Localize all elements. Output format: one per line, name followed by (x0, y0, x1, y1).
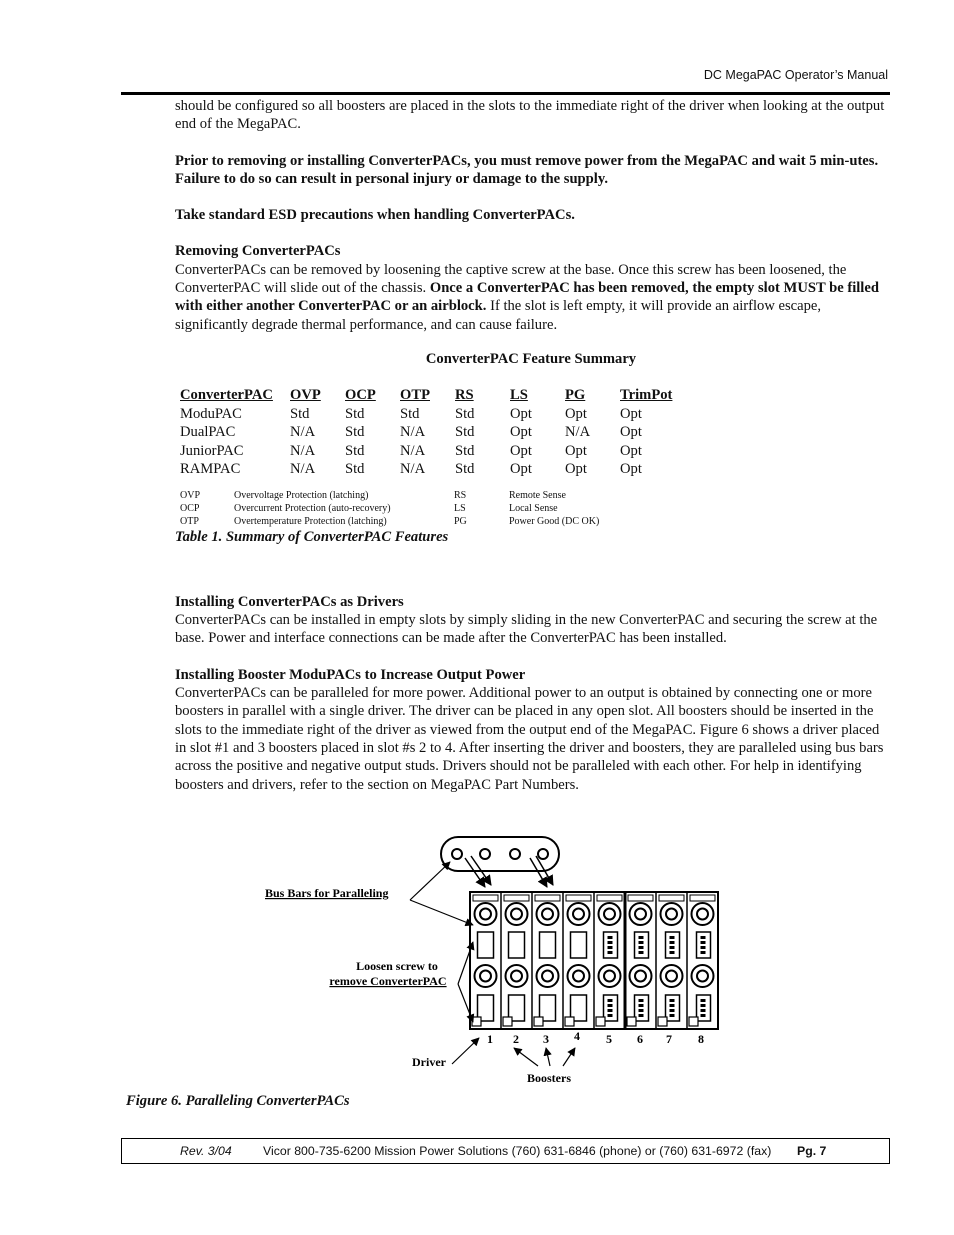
loosen-label-line1: Loosen screw to (356, 959, 438, 973)
col-header: LS (510, 387, 528, 404)
stud-nut-icon (604, 909, 615, 920)
col-header: PG (565, 387, 586, 404)
table-cell: N/A (400, 461, 426, 478)
connector-pin (639, 1004, 644, 1007)
removing-paragraph (175, 261, 887, 334)
table-cell: Opt (510, 442, 532, 459)
abbr-code: OVP (180, 489, 201, 501)
stud-nut-icon (697, 909, 708, 920)
connector-pin (701, 1014, 706, 1017)
connector-icon (666, 932, 680, 958)
col-header: ConverterPAC (180, 387, 273, 404)
table-cell: Opt (620, 424, 642, 441)
captive-screw-icon (565, 1017, 574, 1026)
table-cell: Opt (510, 405, 532, 422)
table-cell: Std (290, 405, 310, 422)
table-cell: Std (345, 461, 365, 478)
connector-pin (670, 941, 675, 944)
boosters-paragraph: ConverterPACs can be paralleled for more power. Additional power to an output is obtained by connecting one or more boosters in parallel with a single driver. The driver can be placed in any open slot. All boosters should be inserted in the slots to the immediate right of the driver as viewed from the output end of the MegaPAC. Figure 6 shows a driver placed in slot #1 and 3 boosters placed in slot #s 2 to 4. After inserting the driver and boosters, they are paralleled using bus bars across the positive and negative output studs. Drivers should not be paralleled with each other. For help in identifying boosters and drivers, refer to the section on MegaPAC Part Numbers. (175, 685, 884, 793)
table-cell: N/A (290, 461, 316, 478)
table-cell: Std (455, 461, 475, 478)
table-caption: Table 1. Summary of ConverterPAC Features (175, 528, 449, 545)
slot-number: 2 (513, 1032, 519, 1046)
col-header: OVP (290, 387, 321, 404)
abbr-meaning: Local Sense (509, 502, 558, 514)
table-cell: Opt (565, 442, 587, 459)
table-cell: N/A (290, 424, 316, 441)
power-warning: Prior to removing or installing ConverterPACs, you must remove power from the MegaPAC and wait 5 min-utes. Failure to do so can result in personal injury or damage to the supply. (175, 152, 879, 187)
megapac-chassis (470, 892, 718, 1029)
boosters-heading: Installing Booster ModuPACs to Increase Output Power (175, 666, 526, 683)
connector-pin (670, 951, 675, 954)
connector-icon (635, 932, 649, 958)
captive-screw-icon (534, 1017, 543, 1026)
table-cell: N/A (400, 442, 426, 459)
connector-pin (701, 951, 706, 954)
stud-nut-icon (542, 971, 553, 982)
connector-pin (639, 941, 644, 944)
table-cell: RAMPAC (180, 461, 241, 478)
table-row (180, 405, 672, 424)
connector-pin (639, 936, 644, 939)
table-cell: Std (455, 424, 475, 441)
stud-nut-icon (511, 909, 522, 920)
captive-screw-icon (503, 1017, 512, 1026)
abbr-code: PG (454, 515, 467, 527)
drivers-paragraph: ConverterPACs can be installed in empty slots by simply sliding in the new ConverterPAC and securing the screw at the base. Power and interface connections can be made after the ConverterPAC has been installed. (175, 612, 878, 647)
table-cell: DualPAC (180, 424, 236, 441)
connector-pin (608, 946, 613, 949)
stud-nut-icon (573, 971, 584, 982)
connector-icon (604, 932, 618, 958)
connector-pin (608, 999, 613, 1002)
connector-pin (608, 1004, 613, 1007)
removing-text-3: If the slot is left empty, it will provide an airflow escape, significantly degrade thermal performance, and can cause failure. (175, 298, 822, 333)
table-cell: ModuPAC (180, 405, 242, 422)
abbr-code: RS (454, 489, 467, 501)
slot-numbers (487, 1029, 704, 1046)
connector-pin (670, 936, 675, 939)
table-cell: Opt (620, 461, 642, 478)
connector-pin (670, 999, 675, 1002)
connector-pin (701, 936, 706, 939)
esd-warning: Take standard ESD precautions when handling ConverterPACs. (175, 207, 575, 224)
table-cell: Opt (620, 405, 642, 422)
feature-table (180, 386, 672, 478)
table-cell: Std (400, 405, 420, 422)
stud-nut-icon (635, 971, 646, 982)
table-row (180, 442, 672, 461)
connector-pin (639, 946, 644, 949)
drivers-heading: Installing ConverterPACs as Drivers (175, 593, 404, 610)
table-cell: Opt (510, 424, 532, 441)
table-cell: Std (455, 442, 475, 459)
stud-nut-icon (697, 971, 708, 982)
bus-bars-label: Bus Bars for Paralleling (265, 886, 389, 900)
captive-screw-icon (689, 1017, 698, 1026)
connector-pin (670, 1014, 675, 1017)
table-row (180, 423, 672, 442)
footer (121, 1138, 890, 1164)
table-cell: Opt (620, 442, 642, 459)
table-cell: Opt (565, 405, 587, 422)
slot-number: 5 (606, 1032, 612, 1046)
connector-pin (701, 1004, 706, 1007)
stud-nut-icon (604, 971, 615, 982)
slot-number: 6 (637, 1032, 643, 1046)
connector-icon (697, 932, 711, 958)
abbr-code: OCP (180, 502, 200, 514)
loosen-label-line2: remove ConverterPAC (329, 974, 447, 988)
main-content (175, 97, 887, 794)
header-rule (121, 92, 890, 95)
captive-screw-icon (627, 1017, 636, 1026)
stud-nut-icon (511, 971, 522, 982)
stud-nut-icon (666, 909, 677, 920)
table-cell: JuniorPAC (180, 442, 244, 459)
col-header: OTP (400, 387, 430, 404)
header-title: DC MegaPAC Operator’s Manual (703, 68, 888, 82)
stud-nut-icon (666, 971, 677, 982)
slot-number: 1 (487, 1032, 493, 1046)
connector-pin (701, 999, 706, 1002)
connector-pin (639, 1009, 644, 1012)
legend-row (180, 489, 599, 502)
col-header: OCP (345, 387, 376, 404)
abbr-meaning: Overtemperature Protection (latching) (234, 515, 387, 527)
stud-nut-icon (635, 909, 646, 920)
connector-pin (701, 941, 706, 944)
footer-revision: Rev. 3/04 (180, 1144, 232, 1158)
connector-pin (639, 999, 644, 1002)
abbr-code: LS (454, 502, 466, 514)
table-cell: Std (345, 424, 365, 441)
abbreviation-legend (180, 489, 599, 528)
captive-screw-icon (596, 1017, 605, 1026)
connector-pin (608, 1014, 613, 1017)
connector-pin (608, 936, 613, 939)
paralleling-figure (255, 832, 735, 1090)
connector-pin (639, 1014, 644, 1017)
feature-table-header (180, 386, 672, 404)
removing-heading: Removing ConverterPACs (175, 243, 341, 260)
figure-caption: Figure 6. Paralleling ConverterPACs (126, 1093, 350, 1109)
removing-text-bold: Once a ConverterPAC has been removed, the empty slot MUST be filled with either another ConverterPAC or an airblock. (175, 280, 879, 315)
table-cell: N/A (400, 424, 426, 441)
legend-row (180, 515, 599, 528)
table-cell: Opt (565, 461, 587, 478)
removing-text-1: ConverterPACs can be removed by loosening the captive screw at the base. Once this screw has been loosened, the ConverterPAC will slide out of the chassis. (175, 261, 847, 297)
abbr-meaning: Power Good (DC OK) (509, 515, 600, 527)
table-cell: Std (455, 405, 475, 422)
abbr-meaning: Overvoltage Protection (latching) (234, 489, 369, 501)
connector-pin (670, 1009, 675, 1012)
stud-nut-icon (480, 909, 491, 920)
stud-nut-icon (542, 909, 553, 920)
table-cell: Opt (510, 461, 532, 478)
table-cell: N/A (565, 424, 591, 441)
connector-pin (639, 951, 644, 954)
abbr-code: OTP (180, 515, 199, 527)
slot-number: 7 (666, 1032, 672, 1046)
connector-pin (670, 946, 675, 949)
connector-pin (670, 1004, 675, 1007)
intro-paragraph: should be configured so all boosters are placed in the slots to the immediate right of the driver when looking at the output end of the MegaPAC. (175, 98, 885, 133)
abbr-meaning: Remote Sense (509, 489, 566, 501)
connector-pin (608, 941, 613, 944)
footer-contact: Vicor 800-735-6200 Mission Power Solutions (760) 631-6846 (phone) or (760) 631-6972 (fax) (263, 1144, 772, 1158)
table-cell: Std (345, 405, 365, 422)
connector-pin (608, 1009, 613, 1012)
slot-number: 8 (698, 1032, 704, 1046)
footer-page-number: Pg. 7 (797, 1144, 827, 1158)
captive-screw-icon (658, 1017, 667, 1026)
connector-pin (608, 951, 613, 954)
abbr-meaning: Overcurrent Protection (auto-recovery) (234, 502, 391, 514)
col-header: RS (455, 387, 474, 404)
slot-number: 3 (543, 1032, 549, 1046)
legend-row (180, 502, 599, 515)
driver-label: Driver (412, 1055, 446, 1069)
boosters-label: Boosters (527, 1071, 571, 1085)
slot-number: 4 (574, 1029, 580, 1043)
col-header: TrimPot (620, 387, 673, 404)
table-cell: N/A (290, 442, 316, 459)
feature-table-title: ConverterPAC Feature Summary (425, 350, 637, 367)
stud-nut-icon (480, 971, 491, 982)
table-cell: Std (345, 442, 365, 459)
stud-nut-icon (573, 909, 584, 920)
connector-pin (701, 946, 706, 949)
connector-pin (701, 1009, 706, 1012)
table-row (180, 460, 672, 479)
